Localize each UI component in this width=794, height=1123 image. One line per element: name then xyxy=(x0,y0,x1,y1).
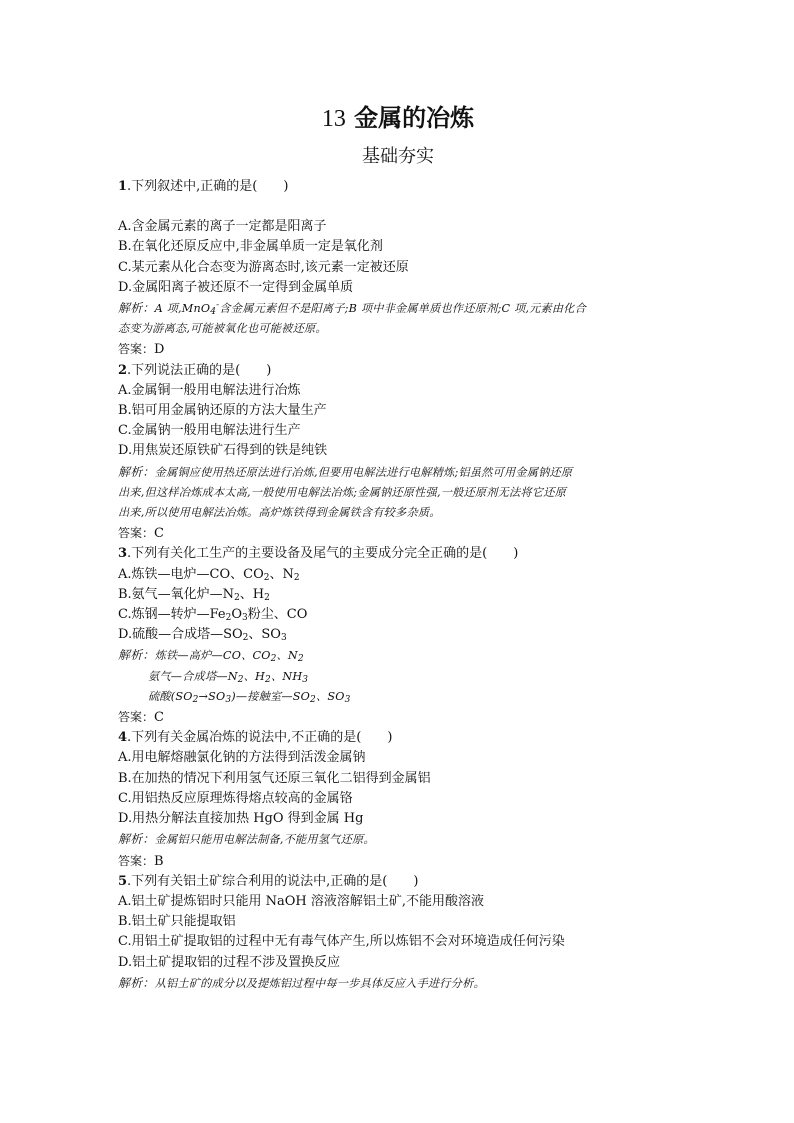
question-text: .下列有关金属冶炼的说法中,不正确的是( ) xyxy=(127,730,393,746)
question-text: .下列说法正确的是( ) xyxy=(127,362,272,378)
document-page xyxy=(118,100,678,994)
analysis-label: 解析： xyxy=(118,832,155,847)
analysis-label: 解析： xyxy=(118,464,155,479)
question-number: 4 xyxy=(118,730,128,746)
q3-option-a: A.炼铁—电炉—CO、$CO_2$、$N_2$ xyxy=(118,566,300,583)
q5-option-c: C.用铝土矿提取铝的过程中无有毒气体产生,所以炼铝不会对环境造成任何污染 xyxy=(118,934,565,950)
analysis-label: 解析： xyxy=(118,975,155,990)
q3-analysis-line3: 硫酸$(SO_2\to SO_3)—$接触室$—SO_2$、$SO_3$ xyxy=(148,689,351,705)
q1-option-d: D.金属阳离子被还原不一定得到金属单质 xyxy=(118,279,354,295)
q2-option-a: A.金属铜一般用电解法进行冶炼 xyxy=(118,382,301,398)
q2-option-b: B.铝可用金属钠还原的方法大量生产 xyxy=(118,403,327,419)
question-number: 2 xyxy=(118,362,128,378)
q2-analysis: 解析：金属铜应使用热还原法进行冶炼,但要用电解法进行电解精炼;铝虽然可用金属钠还原 xyxy=(118,464,573,479)
q3-analysis-line2: 氨气—合成塔$—N_2$、$H_2$、$NH_3$ xyxy=(148,669,309,685)
question-1-stem xyxy=(118,177,678,197)
q1-option-b: B.在氧化还原反应中,非金属单质一定是氧化剂 xyxy=(118,239,383,255)
q4-option-d: D.用热分解法直接加热 HgO 得到金属 Hg xyxy=(118,811,364,827)
analysis-label: 解析： xyxy=(118,648,155,663)
q3-option-c: C.炼钢—转炉$—Fe_2O_3$粉尘、CO xyxy=(118,607,308,624)
page-title xyxy=(118,100,678,137)
q4-option-a: A.用电解熔融氯化钠的方法得到活泼金属钠 xyxy=(118,750,366,766)
q4-analysis: 解析：金属铝只能用电解法制备,不能用氢气还原。 xyxy=(118,832,375,847)
q3-answer: 答案：C xyxy=(118,710,164,726)
q4-option-c: C.用铝热反应原理炼得熔点较高的金属铬 xyxy=(118,790,353,806)
question-text: .下列有关化工生产的主要设备及尾气的主要成分完全正确的是( ) xyxy=(127,546,519,562)
q1-answer: 答案：D xyxy=(118,342,165,358)
answer-label: 答案： xyxy=(118,710,155,725)
question-4-stem xyxy=(118,728,678,748)
title-text: 金属的冶炼 xyxy=(354,103,475,132)
q4-answer: 答案：B xyxy=(118,853,164,869)
q2-option-c: C.金属钠一般用电解法进行生产 xyxy=(118,423,301,439)
q5-option-d: D.铝土矿提取铝的过程不涉及置换反应 xyxy=(118,954,341,970)
q1-analysis: 解析：A 项,MnO$_4$-含金属元素但不是阳离子;B 项中非金属单质也作还原剂;C 项,元素由化合 xyxy=(118,300,587,318)
q2-option-d: D.用焦炭还原铁矿石得到的铁是纯铁 xyxy=(118,443,328,459)
answer-label: 答案： xyxy=(118,342,155,357)
q2-analysis-line2: 出来,但这样冶炼成本太高,一般使用电解法冶炼;金属钠还原性强,一般还原剂无法将它还原 xyxy=(118,485,566,499)
q3-option-d: D.硫酸—合成塔$—SO_2$、$SO_3$ xyxy=(118,627,287,644)
question-2-stem xyxy=(118,361,678,381)
q3-option-b: B.氨气—氧化炉$—N_2$、$H_2$ xyxy=(118,586,270,603)
question-text: .下列叙述中,正确的是( ) xyxy=(127,179,289,194)
q5-option-a: A.铝土矿提炼铝时只能用 NaOH 溶液溶解铝土矿,不能用酸溶液 xyxy=(118,893,485,909)
q1-analysis-line2: 态变为游离态,可能被氧化也可能被还原。 xyxy=(118,322,327,336)
q5-analysis: 解析：从铝土矿的成分以及提炼铝过程中每一步具体反应入手进行分析。 xyxy=(118,975,485,990)
analysis-label: 解析： xyxy=(118,301,155,316)
q1-option-a: A.含金属元素的离子一定都是阳离子 xyxy=(118,219,327,235)
q1-option-c: C.某元素从化合态变为游离态时,该元素一定被还原 xyxy=(118,259,409,275)
question-number: 3 xyxy=(118,546,128,562)
q2-answer: 答案：C xyxy=(118,526,164,542)
title-number: 13 xyxy=(321,106,346,132)
question-number: 5 xyxy=(118,873,128,889)
section-heading: 基础夯实 xyxy=(362,146,434,167)
question-number: 1 xyxy=(118,179,128,194)
answer-label: 答案： xyxy=(118,526,155,541)
q5-option-b: B.铝土矿只能提取铝 xyxy=(118,914,236,930)
question-text: .下列有关铝土矿综合利用的说法中,正确的是( ) xyxy=(127,873,419,889)
q3-analysis: 解析：炼铁—高炉—CO、$CO_2$、$N_2$ xyxy=(118,648,304,665)
q2-analysis-line3: 出来,所以使用电解法冶炼。高炉炼铁得到金属铁含有较多杂质。 xyxy=(118,506,441,520)
question-3-stem xyxy=(118,544,678,564)
answer-label: 答案： xyxy=(118,853,155,868)
question-5-stem xyxy=(118,872,678,892)
q4-option-b: B.在加热的情况下利用氢气还原三氧化二铝得到金属铝 xyxy=(118,770,431,786)
